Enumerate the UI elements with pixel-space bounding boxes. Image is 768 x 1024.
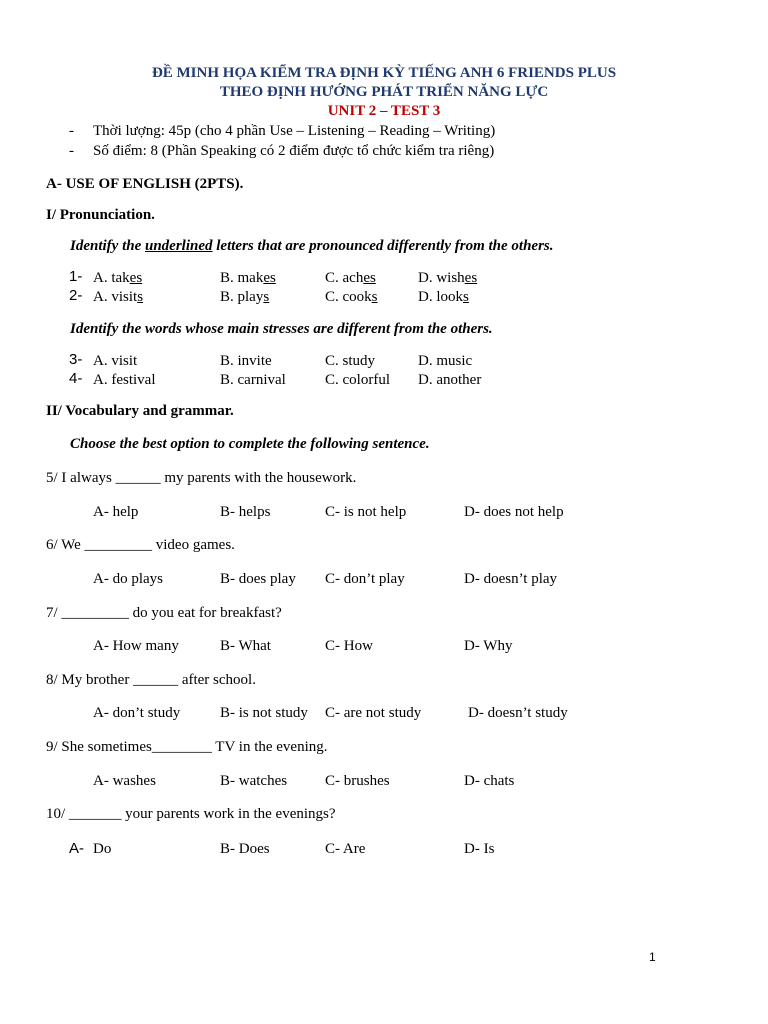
- option-a: A. visits: [93, 289, 144, 305]
- option-c: C. aches: [325, 270, 376, 286]
- option-a: A- help: [93, 504, 139, 520]
- doc-title-line1: ĐỀ MINH HỌA KIỂM TRA ĐỊNH KỲ TIẾNG ANH 6 FRIENDS PLUS: [151, 65, 617, 81]
- option-a: A. takes: [93, 270, 143, 286]
- part1-instruction-2: Identify the words whose main stresses are different from the others.: [70, 321, 493, 337]
- option-c: C- are not study: [325, 705, 422, 721]
- option-a: A. visit: [93, 353, 138, 369]
- doc-title-line2: THEO ĐỊNH HƯỚNG PHÁT TRIỂN NĂNG LỰC: [219, 84, 549, 100]
- question-text: 7/ _________ do you eat for breakfast?: [46, 605, 282, 621]
- option-c: C- brushes: [325, 773, 390, 789]
- option-a: A- do plays: [93, 571, 163, 587]
- part1-instruction-1: Identify the underlined letters that are pronounced differently from the others.: [70, 238, 554, 254]
- info-score: Số điểm: 8 (Phần Speaking có 2 điểm được tổ chức kiểm tra riêng): [93, 143, 495, 159]
- option-b: B- does play: [220, 571, 296, 587]
- info-dash: -: [69, 143, 74, 159]
- question-number: 2-: [69, 287, 83, 304]
- option-a: Do: [93, 841, 112, 857]
- option-c: C. cooks: [325, 289, 378, 305]
- option-a: A- washes: [93, 773, 156, 789]
- option-d: D- chats: [464, 773, 515, 789]
- doc-title-line3: UNIT 2 – TEST 3: [327, 103, 441, 119]
- part1-heading: I/ Pronunciation.: [46, 207, 155, 223]
- part2-instruction: Choose the best option to complete the following sentence.: [70, 436, 430, 452]
- question-text: 6/ We _________ video games.: [46, 537, 235, 553]
- question-text: 5/ I always ______ my parents with the housework.: [46, 470, 357, 486]
- option-b: B. makes: [220, 270, 276, 286]
- option-c: C- don’t play: [325, 571, 405, 587]
- option-d: D. wishes: [418, 270, 478, 286]
- option-d: D- doesn’t play: [464, 571, 558, 587]
- question-text: 10/ _______ your parents work in the evenings?: [46, 806, 336, 822]
- page-number: 1: [649, 950, 656, 964]
- section-a-heading: A- USE OF ENGLISH (2PTS).: [46, 176, 244, 192]
- option-a: A. festival: [93, 372, 156, 388]
- info-duration: Thời lượng: 45p (cho 4 phần Use – Listening – Reading – Writing): [93, 123, 496, 139]
- option-b: B- is not study: [220, 705, 308, 721]
- option-b: B- What: [220, 638, 271, 654]
- option-c: C- Are: [325, 841, 366, 857]
- question-text: 8/ My brother ______ after school.: [46, 672, 256, 688]
- option-d: D. looks: [418, 289, 469, 305]
- option-d: D- Is: [464, 841, 495, 857]
- option-b: B. plays: [220, 289, 270, 305]
- option-c: C- is not help: [325, 504, 407, 520]
- option-b: B- watches: [220, 773, 288, 789]
- option-d: D- does not help: [464, 504, 564, 520]
- question-number: 1-: [69, 268, 83, 285]
- option-d: D. another: [418, 372, 482, 388]
- question-text: 9/ She sometimes________ TV in the evening.: [46, 739, 328, 755]
- option-d: D- Why: [464, 638, 513, 654]
- question-number: 3-: [69, 351, 83, 368]
- option-b: B- helps: [220, 504, 271, 520]
- info-dash: -: [69, 123, 74, 139]
- option-a-prefix: A-: [69, 840, 84, 857]
- option-d: D- doesn’t study: [468, 705, 568, 721]
- question-number: 4-: [69, 370, 83, 387]
- option-d: D. music: [418, 353, 473, 369]
- option-b: B. invite: [220, 353, 272, 369]
- option-c: C. study: [325, 353, 376, 369]
- option-a: A- don’t study: [93, 705, 181, 721]
- option-c: C. colorful: [325, 372, 390, 388]
- part2-heading: II/ Vocabulary and grammar.: [46, 403, 234, 419]
- option-a: A- How many: [93, 638, 179, 654]
- option-b: B- Does: [220, 841, 270, 857]
- option-b: B. carnival: [220, 372, 286, 388]
- option-c: C- How: [325, 638, 373, 654]
